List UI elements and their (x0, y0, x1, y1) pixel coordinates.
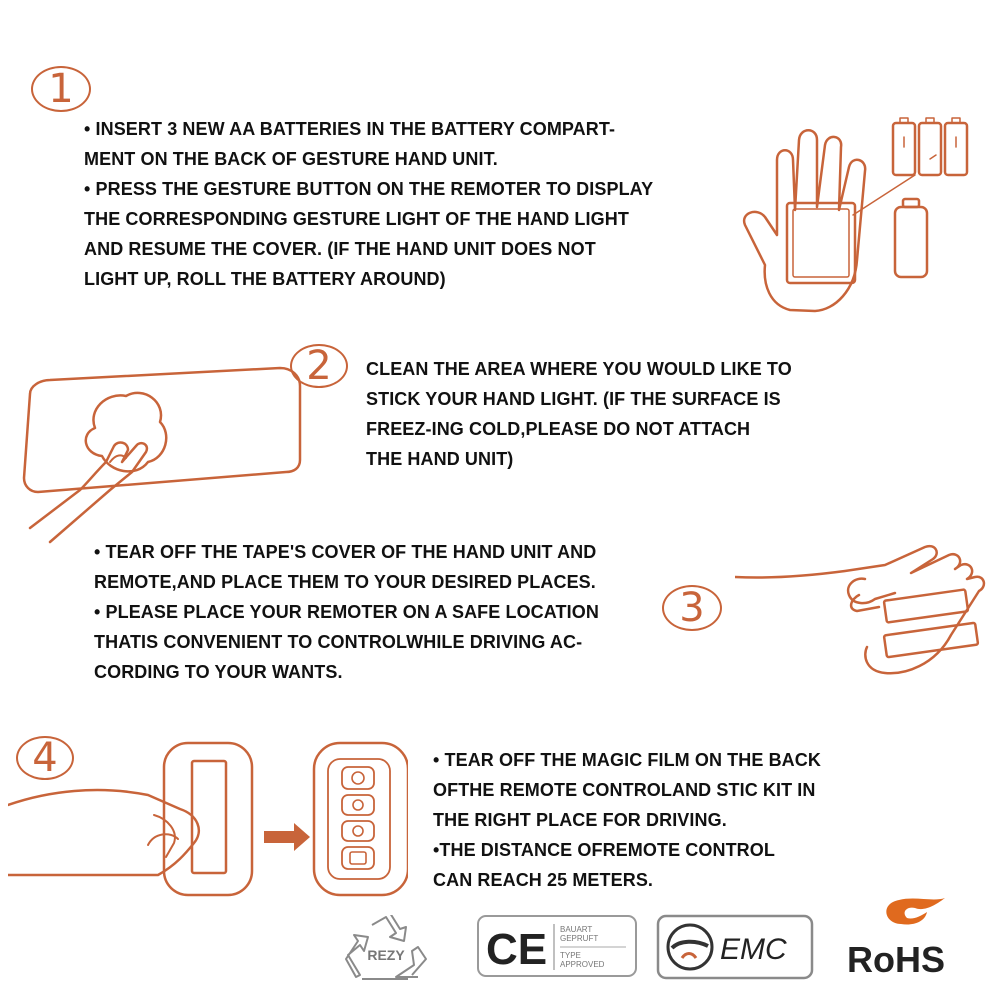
step-3-instructions (94, 537, 599, 687)
step-4-instructions (433, 745, 821, 895)
svg-text:CE: CE (486, 925, 548, 974)
step-2-line-4: THE HAND UNIT) (366, 449, 514, 469)
step-3-line-1: • TEAR OFF THE TAPE'S COVER OF THE HAND UNIT AND (94, 542, 597, 562)
step-2-line-3: FREEZ-ING COLD,PLEASE DO NOT ATTACH (366, 419, 751, 439)
svg-text:RoHS: RoHS (847, 939, 945, 980)
svg-text:EMC: EMC (720, 933, 787, 966)
svg-text:GEPRUFT: GEPRUFT (560, 934, 599, 943)
step-3-line-3: • PLEASE PLACE YOUR REMOTER ON A SAFE LOCATION (94, 602, 599, 622)
svg-text:BAUART: BAUART (560, 925, 593, 934)
step-1-instructions (84, 114, 653, 294)
step-4-line-2: OFTHE REMOTE CONTROLAND STIC KIT IN (433, 780, 816, 800)
step-1-line-4: THE CORRESPONDING GESTURE LIGHT OF THE HAND LIGHT (84, 209, 629, 229)
step-4-number-text: 4 (32, 735, 58, 781)
step-3-number (662, 585, 722, 631)
hand-wiping-surface-icon (10, 350, 310, 550)
step-4-line-5: CAN REACH 25 METERS. (433, 870, 654, 890)
step-1-number (31, 66, 91, 112)
svg-text:APPROVED: APPROVED (560, 960, 605, 969)
step-2-line-2: STICK YOUR HAND LIGHT. (IF THE SURFACE IS (366, 389, 781, 409)
step-1-line-5: AND RESUME THE COVER. (IF THE HAND UNIT DOES NOT (84, 239, 596, 259)
step-3-line-5: CORDING TO YOUR WANTS. (94, 662, 343, 682)
step-4-line-1: • TEAR OFF THE MAGIC FILM ON THE BACK (433, 750, 821, 770)
step-3-number-text: 3 (679, 585, 705, 631)
hand-with-batteries-icon (735, 115, 975, 315)
step-3-ring (662, 585, 722, 631)
step-1-line-2: MENT ON THE BACK OF GESTURE HAND UNIT. (84, 149, 498, 169)
step-2-instructions (366, 354, 792, 474)
step-4-line-4: •THE DISTANCE OFREMOTE CONTROL (433, 840, 775, 860)
recycle-logo (338, 915, 434, 993)
step-1-ring (31, 66, 91, 112)
step-1-line-6: LIGHT UP, ROLL THE BATTERY AROUND) (84, 269, 446, 289)
hand-peeling-tape-icon (735, 535, 995, 685)
emc-logo (656, 914, 814, 980)
step-4-line-3: THE RIGHT PLACE FOR DRIVING. (433, 810, 727, 830)
svg-text:TYPE: TYPE (560, 951, 581, 960)
step-1-line-3: • PRESS THE GESTURE BUTTON ON THE REMOTER TO DISPLAY (84, 179, 654, 199)
step-1-number-text: 1 (48, 66, 74, 112)
step-2-line-1: CLEAN THE AREA WHERE YOU WOULD LIKE TO (366, 359, 792, 379)
rohs-logo (845, 894, 981, 984)
svg-text:REZY: REZY (367, 947, 405, 963)
remote-control-icon (8, 735, 408, 905)
step-3-line-4: THATIS CONVENIENT TO CONTROLWHILE DRIVING AC- (94, 632, 583, 652)
step-3-line-2: REMOTE,AND PLACE THEM TO YOUR DESIRED PLACES. (94, 572, 596, 592)
step-2-number-text: 2 (306, 343, 332, 389)
step-1-line-1: • INSERT 3 NEW AA BATTERIES IN THE BATTERY COMPART- (84, 119, 616, 139)
ce-mark-logo (476, 914, 640, 980)
